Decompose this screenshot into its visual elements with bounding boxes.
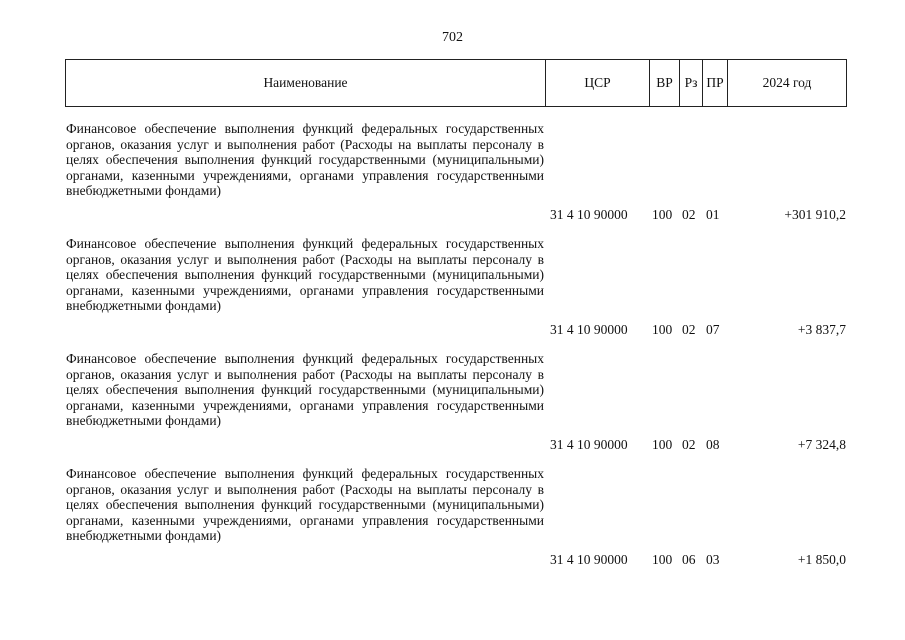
row-vr: 100 [652, 322, 673, 337]
row-name: Финансовое обеспечение выполнения функций федеральных государственных органов, оказания услуг и выполнения работ (Расходы на выплаты персоналу в целях обеспечения выполнения функций государственными (муниципальными) органами, казенными учреждениями, органами управления государственными внебюджетными фондами) [66, 466, 544, 543]
header-name: Наименование [66, 60, 546, 106]
row-csr: 31 4 10 90000 [550, 207, 628, 222]
row-csr: 31 4 10 90000 [550, 437, 628, 452]
row-csr: 31 4 10 90000 [550, 552, 628, 567]
row-pr: 08 [706, 437, 720, 452]
row-name: Финансовое обеспечение выполнения функций федеральных государственных органов, оказания услуг и выполнения работ (Расходы на выплаты персоналу в целях обеспечения выполнения функций государственными (муниципальными) органами, казенными учреждениями, органами управления государственными внебюджетными фондами) [66, 121, 544, 198]
row-values [66, 437, 846, 453]
row-name: Финансовое обеспечение выполнения функций федеральных государственных органов, оказания услуг и выполнения работ (Расходы на выплаты персоналу в целях обеспечения выполнения функций государственными (муниципальными) органами, казенными учреждениями, органами управления государственными внебюджетными фондами) [66, 236, 544, 313]
header-pr: ПР [703, 60, 728, 106]
header-rz: Рз [680, 60, 703, 106]
row-csr: 31 4 10 90000 [550, 322, 628, 337]
row-amount: +7 324,8 [797, 437, 846, 452]
row-rz: 06 [682, 552, 696, 567]
row-amount: +1 850,0 [797, 552, 846, 567]
row-rz: 02 [682, 207, 696, 222]
table-header [65, 59, 847, 107]
table-body [66, 121, 848, 581]
row-vr: 100 [652, 437, 673, 452]
header-year: 2024 год [762, 75, 812, 90]
row-vr: 100 [652, 552, 673, 567]
row-vr: 100 [652, 207, 673, 222]
row-values [66, 207, 846, 223]
row-rz: 02 [682, 322, 696, 337]
row-rz: 02 [682, 437, 696, 452]
page-number: 702 [442, 30, 463, 45]
row-pr: 01 [706, 207, 720, 222]
table-row [66, 351, 848, 466]
table-row [66, 121, 848, 236]
row-amount: +301 910,2 [784, 207, 846, 222]
row-amount: +3 837,7 [797, 322, 846, 337]
row-pr: 03 [706, 552, 720, 567]
row-values [66, 552, 846, 568]
header-vr: ВР [650, 60, 680, 106]
table-row [66, 236, 848, 351]
row-name: Финансовое обеспечение выполнения функций федеральных государственных органов, оказания услуг и выполнения работ (Расходы на выплаты персоналу в целях обеспечения выполнения функций государственными (муниципальными) органами, казенными учреждениями, органами управления государственными внебюджетными фондами) [66, 351, 544, 428]
row-values [66, 322, 846, 338]
table-row [66, 466, 848, 581]
header-csr: ЦСР [546, 60, 650, 106]
row-pr: 07 [706, 322, 720, 337]
